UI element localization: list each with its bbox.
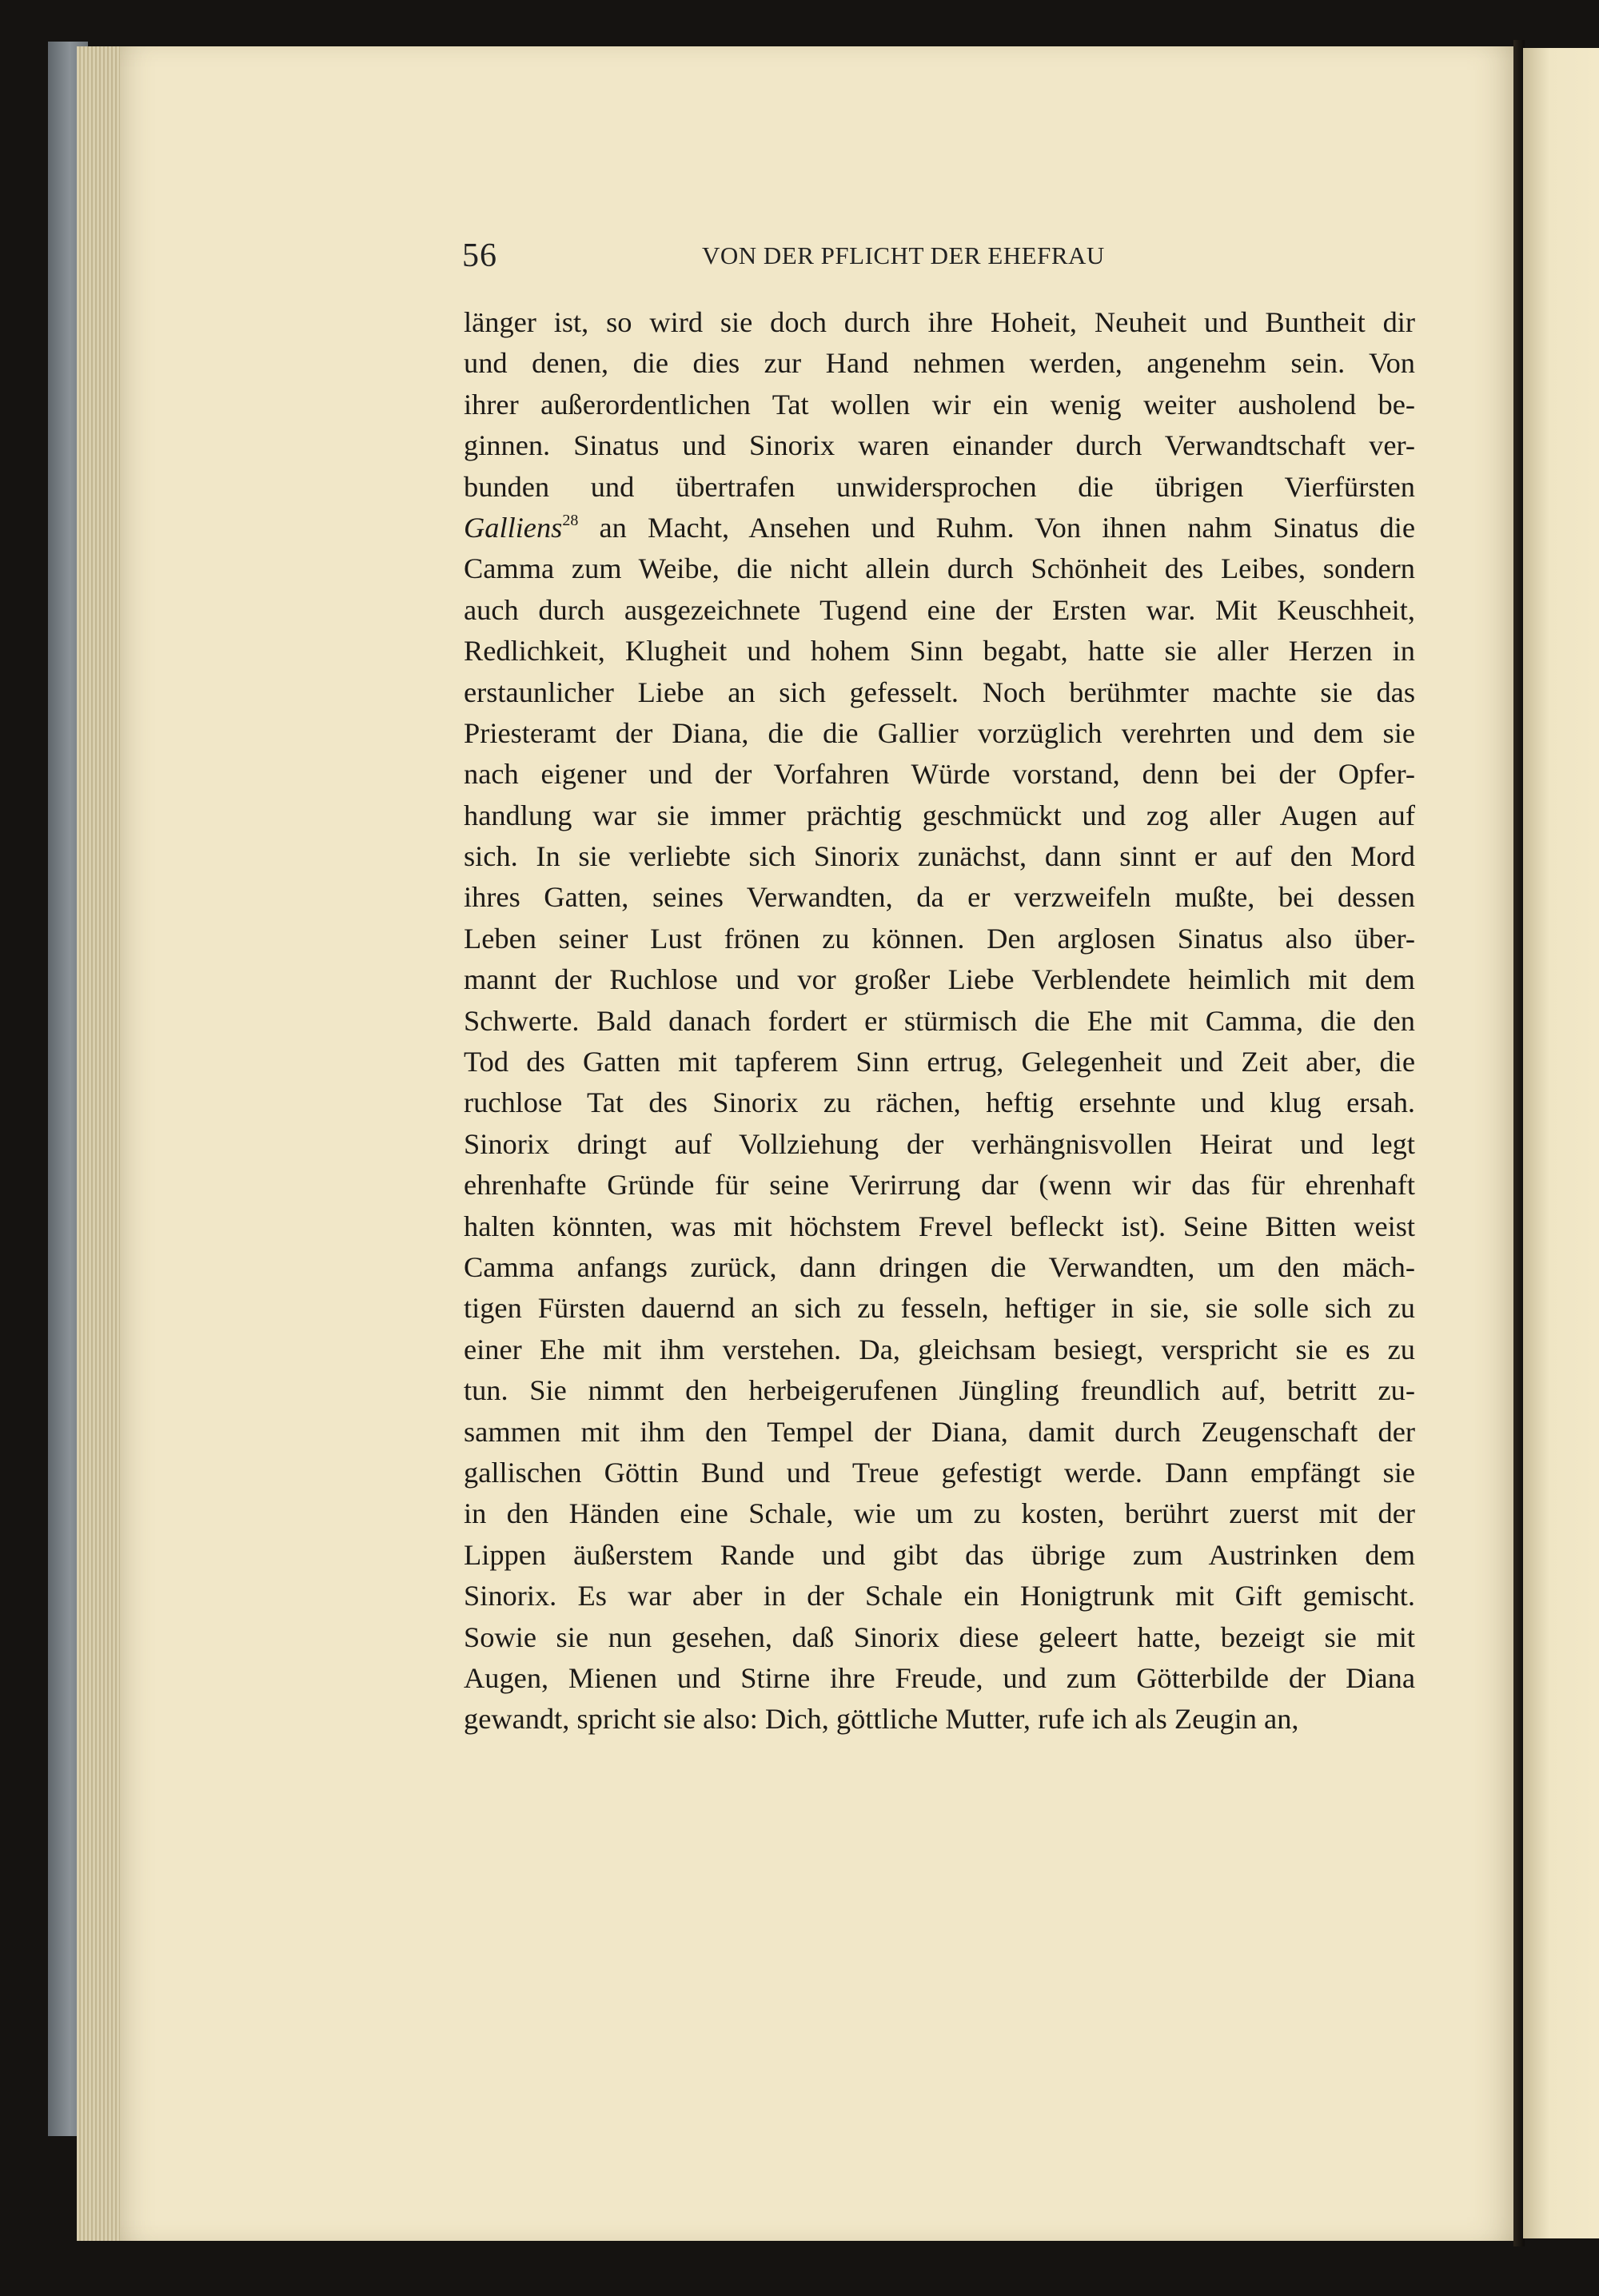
text-line: Sinorix. Es war aber in der Schale ein Honigtrunk mit Gift gemischt. bbox=[464, 1580, 1415, 1612]
page-number: 56 bbox=[462, 237, 497, 274]
text-line: länger ist, so wird sie doch durch ihre Hoheit, Neuheit und Buntheit dir bbox=[464, 306, 1415, 338]
italic-word: Galliens bbox=[464, 511, 563, 544]
text-line: und denen, die dies zur Hand nehmen werden, angenehm sein. Von bbox=[464, 347, 1415, 380]
text-line: erstaunlicher Liebe an sich gefesselt. Noch berühmter machte sie das bbox=[464, 676, 1415, 708]
text-line: ihres Gatten, seines Verwandten, da er verzweifeln mußte, bei dessen bbox=[464, 881, 1415, 914]
text-line: Sowie sie nun gesehen, daß Sinorix diese geleert hatte, bezeigt sie mit bbox=[464, 1620, 1415, 1653]
chapter-title: VON DER PFLICHT DER EHEFRAU bbox=[702, 241, 1105, 269]
text-line: auch durch ausgezeichnete Tugend eine der Ersten war. Mit Keuschheit, bbox=[464, 593, 1415, 626]
text-line: handlung war sie immer prächtig geschmückt und zog aller Augen auf bbox=[464, 799, 1415, 831]
body-text bbox=[464, 302, 1415, 1740]
text-line: ihrer außerordentlichen Tat wollen wir ein wenig weiter ausholend be- bbox=[464, 388, 1415, 421]
footnote-ref: 28 bbox=[562, 511, 579, 529]
running-head bbox=[462, 237, 1410, 285]
text-line: Lippen äußerstem Rande und gibt das übrige zum Austrinken dem bbox=[464, 1538, 1415, 1571]
text-line: tun. Sie nimmt den herbeigerufenen Jüngling freundlich auf, betritt zu- bbox=[464, 1374, 1415, 1407]
text-line: Sinorix dringt auf Vollziehung der verhängnisvollen Heirat und legt bbox=[464, 1127, 1415, 1160]
text-line: Redlichkeit, Klugheit und hohem Sinn begabt, hatte sie aller Herzen in bbox=[464, 635, 1415, 668]
text-line: nach eigener und der Vorfahren Würde vorstand, denn bei der Opfer- bbox=[464, 758, 1415, 791]
text-line: sammen mit ihm den Tempel der Diana, damit durch Zeugenschaft der bbox=[464, 1415, 1415, 1448]
text-line: ruchlose Tat des Sinorix zu rächen, heftig ersehnte und klug ersah. bbox=[464, 1086, 1415, 1119]
text-line: Camma zum Weibe, die nicht allein durch Schönheit des Leibes, sondern bbox=[464, 552, 1415, 585]
text-line: ehrenhafte Gründe für seine Verirrung dar (wenn wir das für ehrenhaft bbox=[464, 1169, 1415, 1202]
text-line: tigen Fürsten dauernd an sich zu fesseln, heftiger in sie, sie solle sich zu bbox=[464, 1292, 1415, 1325]
text-line-rest: an Macht, Ansehen und Ruhm. Von ihnen nahm Sinatus die bbox=[599, 511, 1415, 544]
text-line: mannt der Ruchlose und vor großer Liebe Verblendete heimlich mit dem bbox=[464, 963, 1415, 996]
text-line: gallischen Göttin Bund und Treue gefestigt werde. Dann empfängt sie bbox=[464, 1456, 1415, 1489]
text-line: in den Händen eine Schale, wie um zu kosten, berührt zuerst mit der bbox=[464, 1497, 1415, 1530]
text-line: Priesteramt der Diana, die die Gallier vorzüglich verehrten und dem sie bbox=[464, 716, 1415, 749]
text-line: Augen, Mienen und Stirne ihre Freude, und zum Götterbilde der Diana bbox=[464, 1661, 1415, 1694]
text-line-with-footnote bbox=[464, 508, 1415, 548]
text-line: Leben seiner Lust frönen zu können. Den arglosen Sinatus also über- bbox=[464, 922, 1415, 955]
text-line: Camma anfangs zurück, dann dringen die Verwandten, um den mäch- bbox=[464, 1250, 1415, 1283]
text-line: Schwerte. Bald danach fordert er stürmisch die Ehe mit Camma, die den bbox=[464, 1004, 1415, 1037]
text-line: Tod des Gatten mit tapferem Sinn ertrug, Gelegenheit und Zeit aber, die bbox=[464, 1046, 1415, 1078]
text-line: sich. In sie verliebte sich Sinorix zunächst, dann sinnt er auf den Mord bbox=[464, 840, 1415, 873]
text-line: einer Ehe mit ihm verstehen. Da, gleichsam besiegt, verspricht sie es zu bbox=[464, 1333, 1415, 1365]
text-line: ginnen. Sinatus und Sinorix waren einander durch Verwandtschaft ver- bbox=[464, 429, 1415, 462]
text-line: halten könnten, was mit höchstem Frevel befleckt ist). Seine Bitten weist bbox=[464, 1210, 1415, 1242]
text-line: bunden und übertrafen unwidersprochen die übrigen Vierfürsten bbox=[464, 470, 1415, 503]
facing-page-edge bbox=[1523, 48, 1599, 2238]
text-line-last: gewandt, spricht sie also: Dich, göttliche Mutter, rufe ich als Zeugin an, bbox=[464, 1703, 1299, 1736]
